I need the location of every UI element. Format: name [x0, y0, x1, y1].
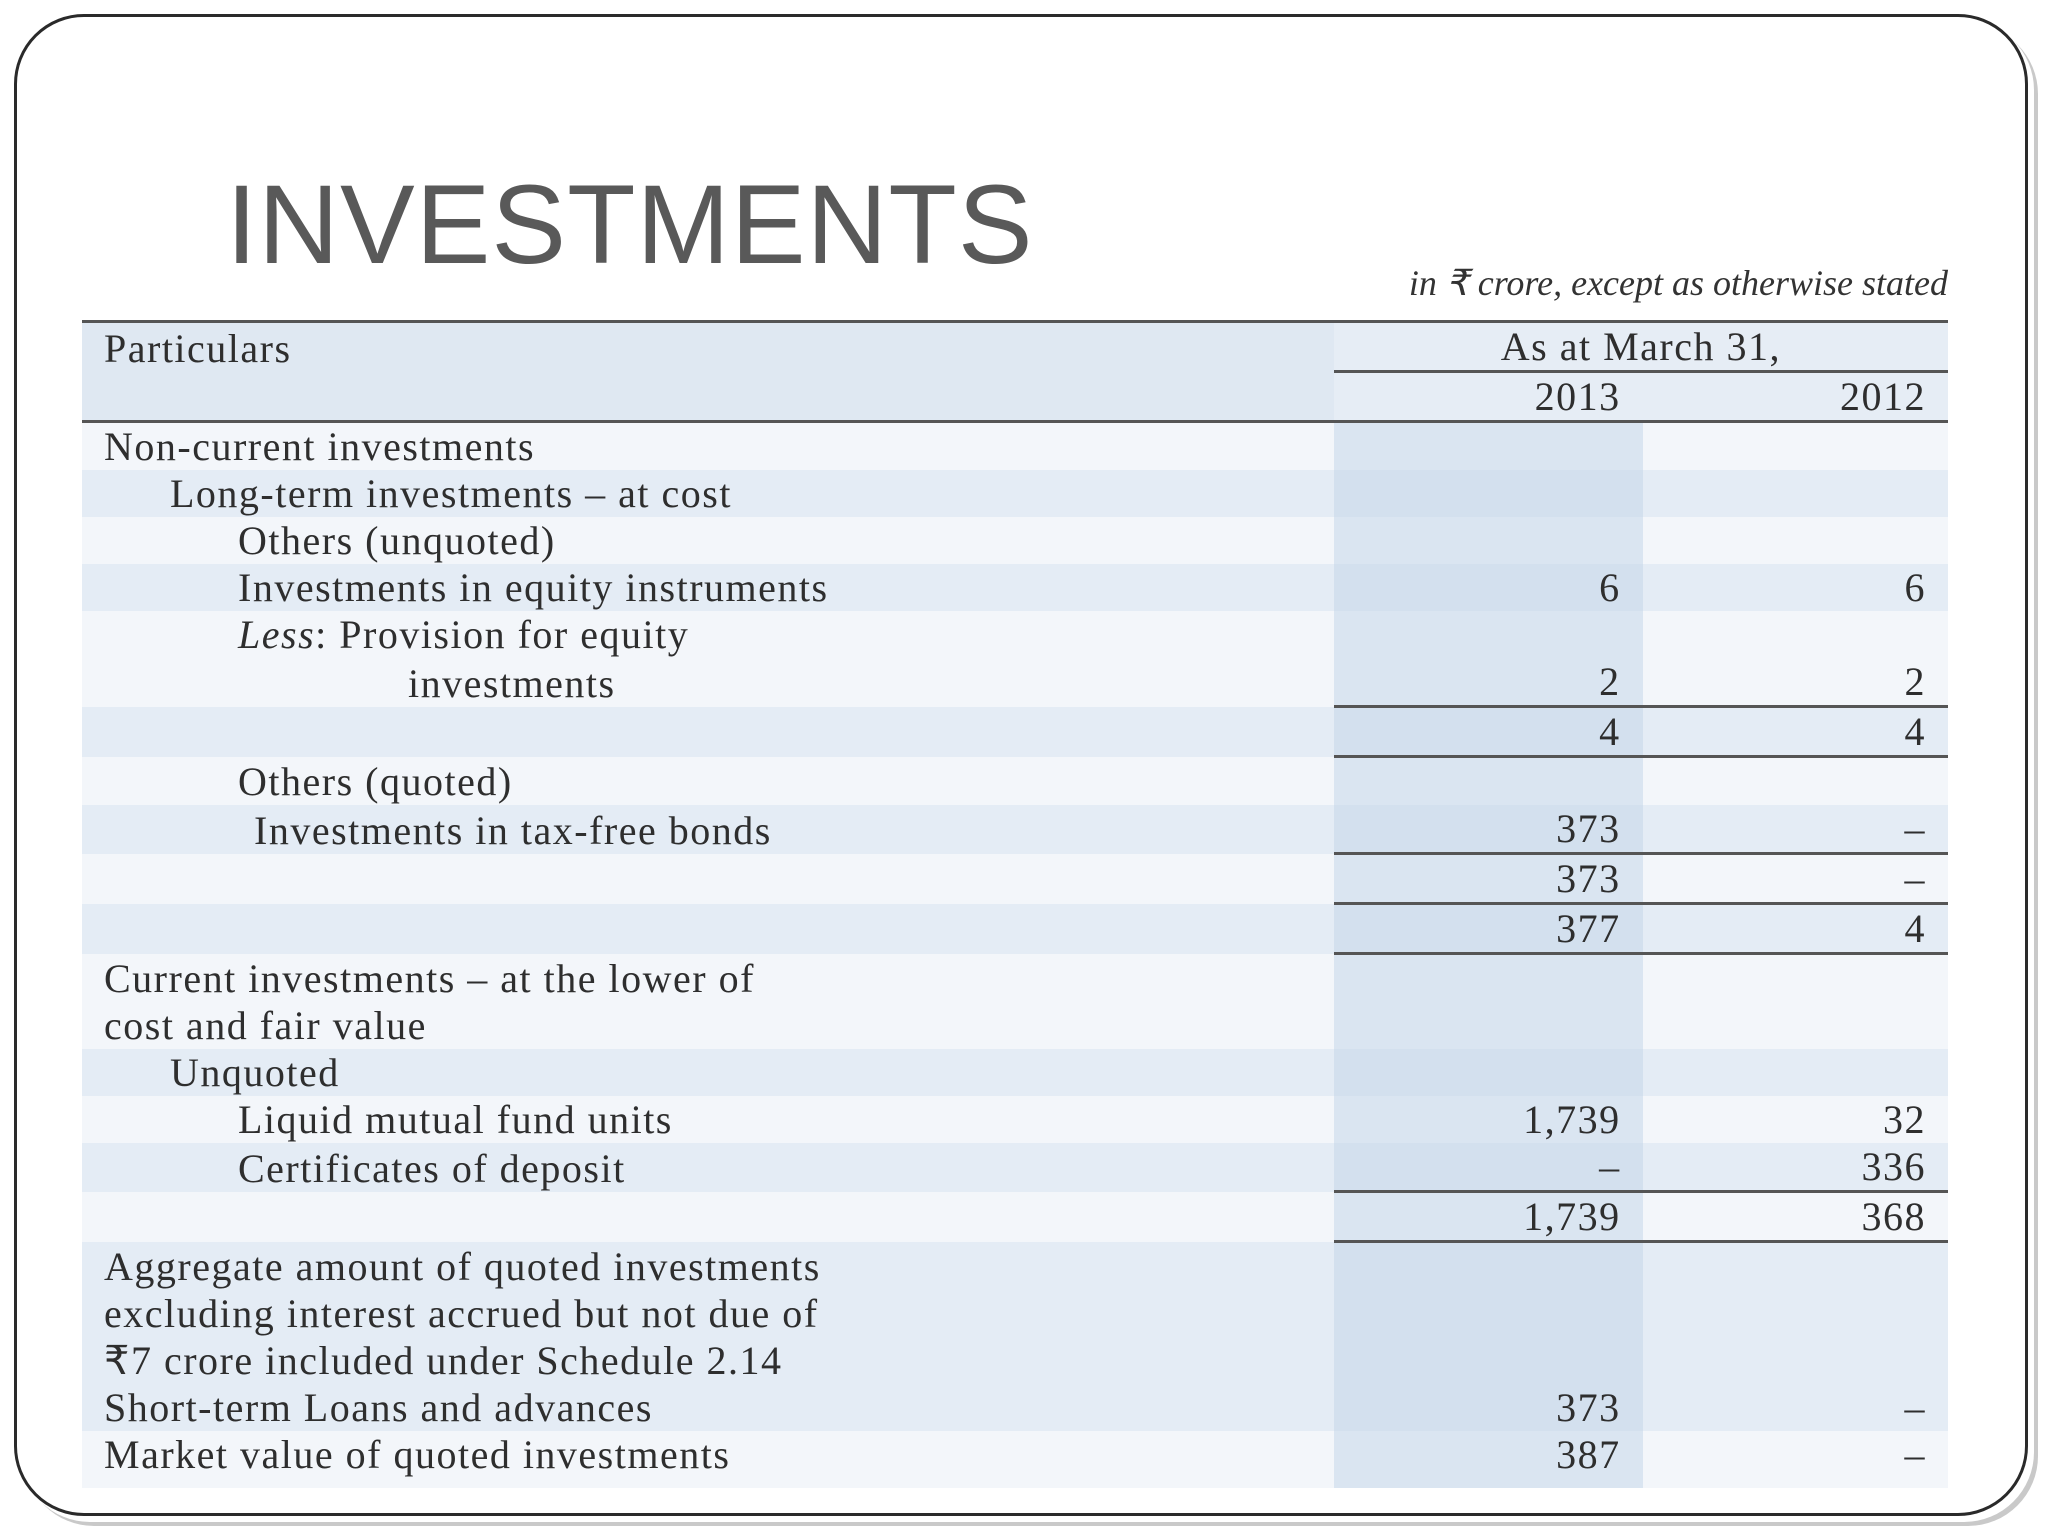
value-2013: 1,739	[1334, 1192, 1643, 1242]
value-2013: 373	[1334, 805, 1643, 854]
value-2012: 368	[1643, 1192, 1948, 1242]
value-2013: 2	[1334, 658, 1643, 707]
row-label: Current investments – at the lower of	[82, 954, 1334, 1003]
table-row	[82, 470, 1948, 517]
row-label: excluding interest accrued but not due of	[82, 1290, 1334, 1337]
value-2012: –	[1643, 854, 1948, 904]
row-label: Unquoted	[82, 1049, 1334, 1096]
table-row	[82, 1431, 1948, 1488]
table-row	[82, 757, 1948, 806]
header-2012: 2012	[1643, 372, 1948, 422]
table-row	[82, 1290, 1948, 1337]
table-row	[82, 1143, 1948, 1192]
row-label: Investments in tax-free bonds	[82, 805, 1334, 854]
table-row	[82, 1384, 1948, 1431]
row-label: Liquid mutual fund units	[82, 1096, 1334, 1143]
slide-title: INVESTMENTS	[226, 162, 1034, 287]
value-2013: 373	[1334, 854, 1643, 904]
row-label: Long-term investments – at cost	[82, 470, 1334, 517]
value-2012: –	[1643, 805, 1948, 854]
value-2012: 4	[1643, 904, 1948, 954]
row-label: Market value of quoted investments	[82, 1431, 1334, 1488]
value-2013: 1,739	[1334, 1096, 1643, 1143]
header-particulars: Particulars	[82, 322, 1334, 372]
table-row-total	[82, 904, 1948, 954]
table-header-years	[82, 372, 1948, 422]
table-row	[82, 422, 1948, 471]
row-label: Short-term Loans and advances	[82, 1384, 1334, 1431]
row-label: cost and fair value	[82, 1002, 1334, 1049]
table-row	[82, 1337, 1948, 1384]
value-2012: 6	[1643, 564, 1948, 611]
row-label: investments	[82, 658, 1334, 707]
row-label: Others (unquoted)	[82, 517, 1334, 564]
value-2012: 4	[1643, 707, 1948, 757]
value-2012: –	[1643, 1431, 1948, 1488]
row-label: Others (quoted)	[82, 757, 1334, 806]
value-2012: 2	[1643, 658, 1948, 707]
table-row	[82, 564, 1948, 611]
less-prefix: Less	[238, 612, 316, 657]
table-row	[82, 611, 1948, 658]
header-as-at: As at March 31,	[1334, 322, 1948, 372]
table-row	[82, 805, 1948, 854]
header-spacer	[82, 372, 1334, 422]
value-2013: 387	[1334, 1431, 1643, 1488]
value-2013: –	[1334, 1143, 1643, 1192]
table-row-subtotal	[82, 854, 1948, 904]
value-2013: 373	[1334, 1384, 1643, 1431]
table-row	[82, 1002, 1948, 1049]
table-row-total	[82, 1192, 1948, 1242]
table-row	[82, 954, 1948, 1003]
investments-table	[82, 320, 1948, 1488]
row-label: ₹7 crore included under Schedule 2.14	[82, 1337, 1334, 1384]
row-label	[82, 611, 1334, 658]
value-2012: –	[1643, 1384, 1948, 1431]
row-label: Certificates of deposit	[82, 1143, 1334, 1192]
value-2013: 377	[1334, 904, 1643, 954]
value-2012: 336	[1643, 1143, 1948, 1192]
table-row	[82, 1242, 1948, 1291]
header-2013: 2013	[1334, 372, 1643, 422]
row-label: Non-current investments	[82, 422, 1334, 471]
table-row-subtotal	[82, 707, 1948, 757]
less-label: : Provision for equity	[315, 612, 690, 657]
table-row	[82, 517, 1948, 564]
table-row	[82, 658, 1948, 707]
table-row	[82, 1096, 1948, 1143]
units-note: in ₹ crore, except as otherwise stated	[1408, 263, 1948, 303]
value-2013: 4	[1334, 707, 1643, 757]
row-label: Investments in equity instruments	[82, 564, 1334, 611]
table-row	[82, 1049, 1948, 1096]
row-label: Aggregate amount of quoted investments	[82, 1242, 1334, 1291]
value-2013: 6	[1334, 564, 1643, 611]
table-header-row	[82, 322, 1948, 372]
value-2012: 32	[1643, 1096, 1948, 1143]
